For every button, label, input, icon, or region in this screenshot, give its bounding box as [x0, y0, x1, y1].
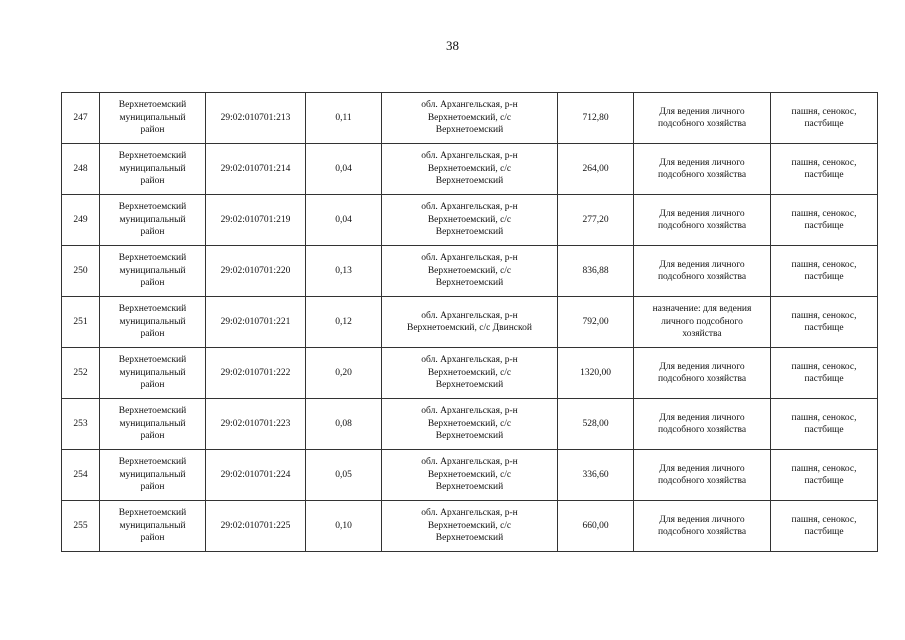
permitted-use-line: Для ведения личного [659, 463, 745, 474]
permitted-use-line: Для ведения личного [659, 157, 745, 168]
cadastral-number-cell: 29:02:010701:213 [206, 93, 306, 144]
land-plots-table [61, 92, 878, 552]
address-line: Верхнетоемский [435, 227, 504, 238]
permitted-use-line: хозяйства [682, 329, 722, 340]
municipality-line: муниципальный [119, 469, 186, 480]
address-cell [382, 348, 558, 399]
cadastral-value-cell: 712,80 [558, 93, 634, 144]
address-cell [382, 144, 558, 195]
land-type-line: пастбище [804, 170, 844, 180]
cadastral-number-cell: 29:02:010701:225 [206, 501, 306, 552]
land-type-line: пастбище [804, 374, 844, 384]
permitted-use-line: подсобного хозяйства [657, 221, 747, 231]
row-number-cell: 254 [62, 450, 100, 501]
land-type-line: пашня, сенокос, [791, 514, 857, 525]
cadastral-value-cell: 336,60 [558, 450, 634, 501]
table-row [62, 501, 878, 552]
municipality-line: Верхнетоемский [118, 202, 187, 213]
land-type-cell [771, 501, 878, 552]
table-row [62, 399, 878, 450]
area-cell: 0,04 [306, 195, 382, 246]
permitted-use-line: Для ведения личного [659, 514, 745, 525]
municipality-line: муниципальный [119, 316, 186, 327]
permitted-use-cell [634, 348, 771, 399]
permitted-use-cell [634, 195, 771, 246]
permitted-use-line: подсобного хозяйства [657, 425, 747, 435]
area-cell: 0,20 [306, 348, 382, 399]
municipality-cell [100, 195, 206, 246]
row-number-cell: 251 [62, 297, 100, 348]
municipality-cell [100, 93, 206, 144]
row-number-cell: 253 [62, 399, 100, 450]
land-type-cell [771, 450, 878, 501]
permitted-use-cell [634, 399, 771, 450]
address-line: обл. Архангельская, р-н [421, 457, 518, 468]
address-line: обл. Архангельская, р-н [421, 310, 518, 321]
area-cell: 0,13 [306, 246, 382, 297]
address-line: обл. Архангельская, р-н [421, 202, 518, 213]
page-number: 38 [446, 38, 459, 53]
land-type-cell [771, 348, 878, 399]
row-number-cell: 249 [62, 195, 100, 246]
permitted-use-line: подсобного хозяйства [657, 527, 747, 537]
table-row [62, 297, 878, 348]
address-line: Верхнетоемский, с/с [427, 367, 512, 378]
address-cell [382, 297, 558, 348]
cadastral-number-cell: 29:02:010701:222 [206, 348, 306, 399]
area-cell: 0,12 [306, 297, 382, 348]
permitted-use-cell [634, 297, 771, 348]
table-row [62, 348, 878, 399]
municipality-line: Верхнетоемский [118, 508, 187, 519]
land-type-line: пашня, сенокос, [791, 157, 857, 168]
permitted-use-cell [634, 501, 771, 552]
municipality-line: район [140, 482, 165, 493]
area-cell: 0,11 [306, 93, 382, 144]
address-line: Верхнетоемский, с/с [427, 418, 512, 429]
table-row [62, 246, 878, 297]
address-line: Верхнетоемский, с/с [427, 163, 512, 174]
land-type-line: пашня, сенокос, [791, 106, 857, 117]
cadastral-number-cell: 29:02:010701:214 [206, 144, 306, 195]
address-line: Верхнетоемский [435, 431, 504, 442]
cadastral-value-cell: 264,00 [558, 144, 634, 195]
address-line: обл. Архангельская, р-н [421, 508, 518, 519]
municipality-line: Верхнетоемский [118, 100, 187, 111]
cadastral-value-cell: 660,00 [558, 501, 634, 552]
area-cell: 0,08 [306, 399, 382, 450]
land-type-cell [771, 399, 878, 450]
area-cell: 0,05 [306, 450, 382, 501]
municipality-cell [100, 297, 206, 348]
address-line: обл. Архангельская, р-н [421, 253, 518, 264]
land-type-line: пашня, сенокос, [791, 361, 857, 372]
address-line: обл. Архангельская, р-н [421, 100, 518, 111]
municipality-cell [100, 246, 206, 297]
municipality-line: Верхнетоемский [118, 253, 187, 264]
address-line: Верхнетоемский, с/с Двинской [407, 323, 532, 333]
permitted-use-line: Для ведения личного [659, 412, 745, 423]
permitted-use-line: Для ведения личного [659, 361, 745, 372]
address-cell [382, 93, 558, 144]
permitted-use-line: подсобного хозяйства [657, 476, 747, 486]
land-type-line: пастбище [804, 527, 844, 537]
address-line: Верхнетоемский, с/с [427, 520, 512, 531]
land-type-line: пашня, сенокос, [791, 463, 857, 474]
municipality-line: муниципальный [119, 367, 186, 378]
table-row [62, 144, 878, 195]
cadastral-number-cell: 29:02:010701:223 [206, 399, 306, 450]
address-line: Верхнетоемский, с/с [427, 112, 512, 123]
address-cell [382, 501, 558, 552]
address-line: обл. Архангельская, р-н [421, 151, 518, 162]
municipality-line: Верхнетоемский [118, 355, 187, 366]
permitted-use-line: подсобного хозяйства [657, 374, 747, 384]
table-row [62, 195, 878, 246]
land-type-line: пастбище [804, 323, 844, 333]
address-line: Верхнетоемский, с/с [427, 469, 512, 480]
cadastral-value-cell: 836,88 [558, 246, 634, 297]
municipality-line: Верхнетоемский [118, 151, 187, 162]
address-cell [382, 246, 558, 297]
cadastral-value-cell: 792,00 [558, 297, 634, 348]
land-type-line: пастбище [804, 272, 844, 282]
permitted-use-line: назначение: для ведения [652, 304, 752, 315]
municipality-line: район [140, 125, 165, 136]
permitted-use-line: личного подсобного [661, 316, 743, 327]
cadastral-number-cell: 29:02:010701:224 [206, 450, 306, 501]
address-line: обл. Архангельская, р-н [421, 355, 518, 366]
address-line: Верхнетоемский, с/с [427, 214, 512, 225]
land-type-cell [771, 195, 878, 246]
municipality-line: муниципальный [119, 112, 186, 123]
municipality-line: муниципальный [119, 214, 186, 225]
municipality-line: район [140, 176, 165, 187]
table-body [62, 93, 878, 552]
cadastral-value-cell: 1320,00 [558, 348, 634, 399]
municipality-line: муниципальный [119, 163, 186, 174]
land-type-line: пашня, сенокос, [791, 310, 857, 321]
table-row [62, 450, 878, 501]
land-type-cell [771, 144, 878, 195]
municipality-line: Верхнетоемский [118, 304, 187, 315]
municipality-cell [100, 501, 206, 552]
municipality-line: район [140, 227, 165, 238]
municipality-cell [100, 348, 206, 399]
permitted-use-line: Для ведения личного [659, 106, 745, 117]
row-number-cell: 250 [62, 246, 100, 297]
land-type-line: пашня, сенокос, [791, 208, 857, 219]
row-number-cell: 255 [62, 501, 100, 552]
area-cell: 0,10 [306, 501, 382, 552]
municipality-line: Верхнетоемский [118, 406, 187, 417]
cadastral-value-cell: 277,20 [558, 195, 634, 246]
land-type-line: пастбище [804, 221, 844, 231]
municipality-cell [100, 144, 206, 195]
address-line: обл. Архангельская, р-н [421, 406, 518, 417]
area-cell: 0,04 [306, 144, 382, 195]
permitted-use-cell [634, 144, 771, 195]
land-type-line: пашня, сенокос, [791, 412, 857, 423]
land-type-cell [771, 93, 878, 144]
cadastral-number-cell: 29:02:010701:219 [206, 195, 306, 246]
municipality-line: район [140, 380, 165, 391]
permitted-use-cell [634, 450, 771, 501]
permitted-use-cell [634, 93, 771, 144]
municipality-line: муниципальный [119, 418, 186, 429]
cadastral-number-cell: 29:02:010701:221 [206, 297, 306, 348]
municipality-line: район [140, 533, 165, 544]
address-cell [382, 450, 558, 501]
permitted-use-line: подсобного хозяйства [657, 170, 747, 180]
municipality-line: муниципальный [119, 265, 186, 276]
municipality-line: район [140, 431, 165, 442]
municipality-cell [100, 399, 206, 450]
address-line: Верхнетоемский [435, 278, 504, 289]
permitted-use-line: подсобного хозяйства [657, 272, 747, 282]
municipality-line: район [140, 278, 165, 289]
address-line: Верхнетоемский, с/с [427, 265, 512, 276]
address-cell [382, 195, 558, 246]
address-line: Верхнетоемский [435, 380, 504, 391]
address-line: Верхнетоемский [435, 125, 504, 136]
municipality-cell [100, 450, 206, 501]
cadastral-value-cell: 528,00 [558, 399, 634, 450]
permitted-use-cell [634, 246, 771, 297]
table-row [62, 93, 878, 144]
address-line: Верхнетоемский [435, 482, 504, 493]
land-type-line: пастбище [804, 476, 844, 486]
permitted-use-line: подсобного хозяйства [657, 119, 747, 129]
row-number-cell: 252 [62, 348, 100, 399]
row-number-cell: 248 [62, 144, 100, 195]
address-line: Верхнетоемский [435, 533, 504, 544]
land-type-line: пашня, сенокос, [791, 259, 857, 270]
municipality-line: муниципальный [119, 520, 186, 531]
row-number-cell: 247 [62, 93, 100, 144]
address-line: Верхнетоемский [435, 176, 504, 187]
land-type-cell [771, 297, 878, 348]
municipality-line: район [140, 329, 165, 340]
permitted-use-line: Для ведения личного [659, 208, 745, 219]
municipality-line: Верхнетоемский [118, 457, 187, 468]
land-type-line: пастбище [804, 425, 844, 435]
land-type-cell [771, 246, 878, 297]
permitted-use-line: Для ведения личного [659, 259, 745, 270]
cadastral-number-cell: 29:02:010701:220 [206, 246, 306, 297]
land-type-line: пастбище [804, 119, 844, 129]
address-cell [382, 399, 558, 450]
